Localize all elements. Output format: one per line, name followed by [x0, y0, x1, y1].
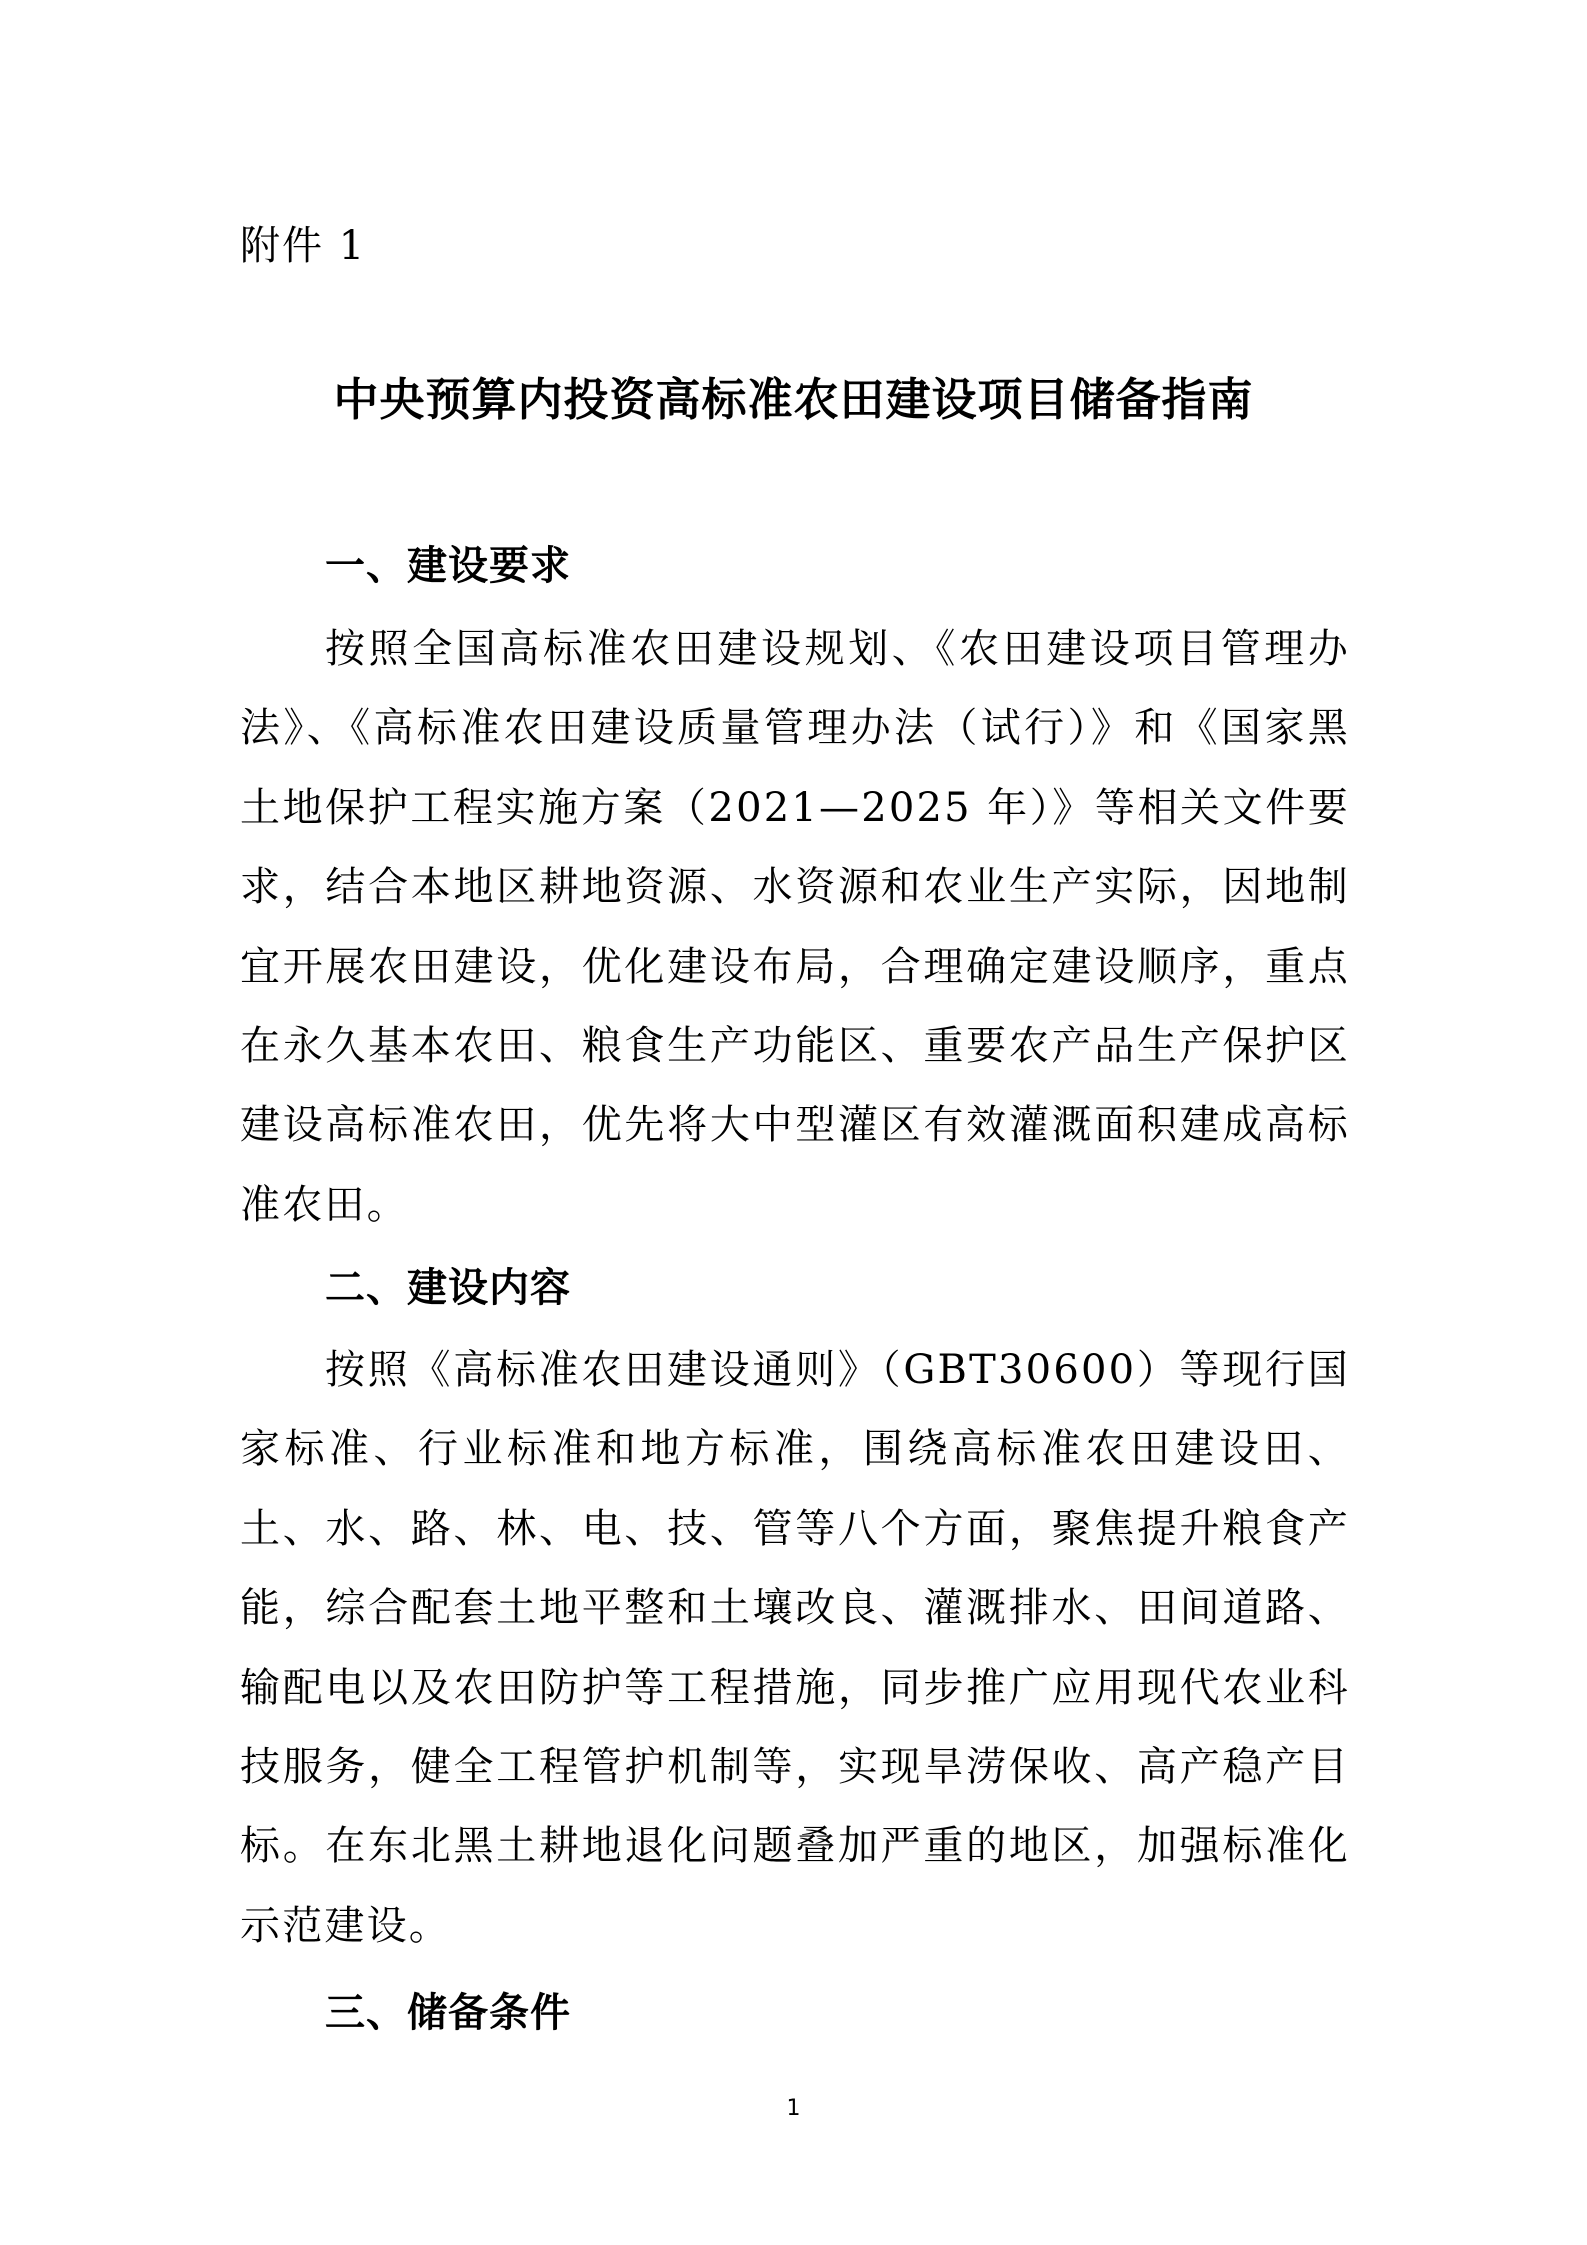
section-heading-1: 一、建设要求: [325, 543, 571, 589]
section-heading-2: 二、建设内容: [325, 1265, 571, 1311]
document-title: 中央预算内投资高标准农田建设项目储备指南: [333, 373, 1254, 426]
page-number: 1: [786, 2096, 801, 2121]
section-heading-3: 三、储备条件: [325, 1990, 571, 2036]
section-paragraph-1: 按照全国高标准农田建设规划、《农田建设项目管理办法》、《高标准农田建设质量管理办法（试行）》和《国家黑土地保护工程实施方案（2021—2025 年）》等相关文件要求，结合本地区耕地资源、水资源和农业生产实际，因地制宜开展农田建设，优化建设布局，合理确定建设顺序，重点在永久基本农田、粮食生产功能区、重要农产品生产保护区建设高标准农田，优先将大中型灌区有效灌溉面积建成高标准农田。: [240, 626, 1350, 1228]
section-paragraph-2: 按照《高标准农田建设通则》（GBT30600）等现行国家标准、行业标准和地方标准，围绕高标准农田建设田、土、水、路、林、电、技、管等八个方面，聚焦提升粮食产能，综合配套土地平整和土壤改良、灌溉排水、田间道路、输配电以及农田防护等工程措施，同步推广应用现代农业科技服务，健全工程管护机制等，实现旱涝保收、高产稳产目标。在东北黑土耕地退化问题叠加严重的地区，加强标准化示范建设。: [240, 1347, 1350, 1949]
attachment-label: 附件 1: [240, 223, 367, 269]
